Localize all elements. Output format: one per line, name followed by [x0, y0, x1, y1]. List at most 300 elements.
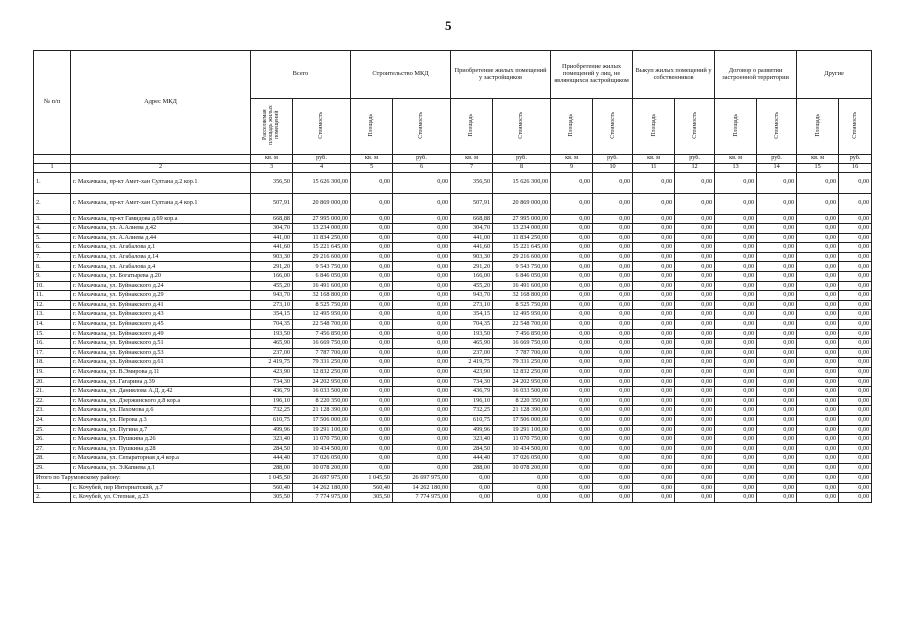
row-value: 0,00: [393, 252, 451, 262]
row-value: 465,90: [251, 339, 293, 349]
row-number: 2.: [34, 193, 71, 214]
row-value: 19 291 100,00: [493, 425, 551, 435]
row-value: 0,00: [757, 358, 797, 368]
table-row: [34, 291, 872, 301]
row-value: 0,00: [839, 310, 872, 320]
row-address: г. Махачкала, ул. Перова д.3: [71, 415, 251, 425]
row-number: 13.: [34, 310, 71, 320]
row-value: 0,00: [633, 415, 675, 425]
row-value: 29 216 600,00: [493, 252, 551, 262]
table-row: [34, 252, 872, 262]
row-value: 0,00: [839, 172, 872, 193]
row-value: 0,00: [839, 320, 872, 330]
header-no: № п/п: [34, 51, 71, 155]
row-value: 356,50: [251, 172, 293, 193]
row-value: 15 221 645,00: [493, 243, 551, 253]
row-number: 20.: [34, 377, 71, 387]
row-value: 0,00: [551, 396, 593, 406]
row-value: 11 070 750,00: [293, 435, 351, 445]
row-value: 0,00: [757, 193, 797, 214]
row-value: 0,00: [633, 243, 675, 253]
row-value: 0,00: [351, 214, 393, 224]
unit-label: руб.: [293, 154, 351, 163]
sub-header-cost: Стоимость: [493, 99, 551, 155]
row-value: 0,00: [757, 172, 797, 193]
table-row: [34, 339, 872, 349]
row-value: 0,00: [715, 425, 757, 435]
row-value: 0,00: [715, 172, 757, 193]
group-construction: Строительство МКД: [351, 51, 451, 99]
table-row: [34, 454, 872, 464]
row-value: 0,00: [797, 368, 839, 378]
row-value: 668,88: [251, 214, 293, 224]
row-value: 79 331 250,00: [293, 358, 351, 368]
row-value: 0,00: [551, 172, 593, 193]
row-value: 0,00: [839, 339, 872, 349]
row-address: г. Махачкала, ул. Буйнакского д.41: [71, 300, 251, 310]
row-value: 0,00: [715, 243, 757, 253]
row-value: 0,00: [715, 368, 757, 378]
row-value: 14 262 180,00: [393, 483, 451, 493]
row-value: 436,79: [251, 387, 293, 397]
row-value: 0,00: [757, 493, 797, 503]
row-value: 0,00: [393, 444, 451, 454]
unit-label: кв. м: [715, 154, 757, 163]
row-value: 0,00: [551, 272, 593, 282]
row-value: 8 525 750,00: [493, 300, 551, 310]
row-value: 0,00: [493, 483, 551, 493]
row-address: г. Махачкала, пр-кт Амет-хан Султана д.2 кор.1: [71, 172, 251, 193]
row-value: 12 495 950,00: [293, 310, 351, 320]
row-value: 0,00: [593, 406, 633, 416]
row-value: 0,00: [551, 368, 593, 378]
row-value: 0,00: [633, 348, 675, 358]
row-value: 0,00: [675, 483, 715, 493]
row-value: 15 626 300,00: [293, 172, 351, 193]
row-value: 0,00: [839, 300, 872, 310]
row-number: 1.: [34, 483, 71, 493]
row-value: 0,00: [551, 406, 593, 416]
row-value: 0,00: [715, 415, 757, 425]
row-value: 0,00: [351, 348, 393, 358]
row-value: 0,00: [675, 387, 715, 397]
row-value: 0,00: [715, 396, 757, 406]
row-value: 0,00: [593, 193, 633, 214]
row-number: 28.: [34, 454, 71, 464]
row-address: г. Махачкала, ул. А.Алиева д.42: [71, 224, 251, 234]
row-number: 15.: [34, 329, 71, 339]
row-value: 0,00: [839, 348, 872, 358]
units-row: [34, 154, 872, 163]
group-purchase-developers: Приобретение жилых помещений у застройщиков: [451, 51, 551, 99]
row-address: г. Махачкала, ул. Дзержинского д.8 кор.а: [71, 396, 251, 406]
row-value: 0,00: [633, 454, 675, 464]
row-value: 0,00: [593, 493, 633, 503]
sub-header-cost: Стоимость: [839, 99, 872, 155]
row-address: г. Махачкала, ул. Буйнакского д.49: [71, 329, 251, 339]
row-value: 0,00: [593, 243, 633, 253]
row-value: 0,00: [715, 252, 757, 262]
row-value: 288,00: [451, 463, 493, 473]
row-address: с. Кочубей, пер Интернатский, д.7: [71, 483, 251, 493]
row-value: 10 434 500,00: [493, 444, 551, 454]
row-value: 0,00: [757, 233, 797, 243]
row-number: 12.: [34, 300, 71, 310]
row-value: 0,00: [593, 300, 633, 310]
row-value: 0,00: [757, 339, 797, 349]
row-value: 0,00: [839, 435, 872, 445]
row-value: 288,00: [251, 463, 293, 473]
row-value: 0,00: [675, 348, 715, 358]
sub-header-cost: Стоимость: [393, 99, 451, 155]
row-value: 0,00: [551, 444, 593, 454]
column-number: 10: [593, 163, 633, 172]
row-value: 0,00: [393, 310, 451, 320]
row-value: 0,00: [551, 193, 593, 214]
row-value: 305,50: [251, 493, 293, 503]
row-value: 441,00: [451, 233, 493, 243]
row-value: 0,00: [351, 454, 393, 464]
row-number: 16.: [34, 339, 71, 349]
row-value: 79 331 250,00: [493, 358, 551, 368]
row-value: 0,00: [757, 214, 797, 224]
row-number: 11.: [34, 291, 71, 301]
row-value: 0,00: [839, 291, 872, 301]
row-value: 0,00: [715, 406, 757, 416]
row-value: 0,00: [551, 281, 593, 291]
row-value: 0,00: [797, 444, 839, 454]
total-value: 0,00: [493, 473, 551, 483]
row-value: 32 168 800,00: [493, 291, 551, 301]
row-value: 0,00: [633, 172, 675, 193]
row-value: 0,00: [839, 243, 872, 253]
row-value: 499,96: [251, 425, 293, 435]
total-value: 0,00: [451, 473, 493, 483]
row-value: 0,00: [351, 300, 393, 310]
table-row: [34, 358, 872, 368]
row-value: 0,00: [715, 262, 757, 272]
row-value: 0,00: [839, 193, 872, 214]
row-value: 15 626 300,00: [493, 172, 551, 193]
column-number: 12: [675, 163, 715, 172]
group-purchase-non-developers: Приобретение жилых помещений у лиц, не являющихся застройщиком: [551, 51, 633, 99]
row-value: 732,25: [451, 406, 493, 416]
row-value: 0,00: [593, 348, 633, 358]
row-value: 0,00: [757, 444, 797, 454]
row-number: 14.: [34, 320, 71, 330]
sub-header-area: Площадь: [351, 99, 393, 155]
table-row: [34, 444, 872, 454]
row-value: 0,00: [797, 243, 839, 253]
row-value: 0,00: [593, 463, 633, 473]
row-value: 0,00: [633, 493, 675, 503]
row-value: 0,00: [551, 310, 593, 320]
row-value: 291,20: [251, 262, 293, 272]
row-value: 507,91: [251, 193, 293, 214]
row-value: 0,00: [393, 272, 451, 282]
total-row: [34, 473, 872, 483]
row-value: 441,00: [251, 233, 293, 243]
row-value: 8 220 350,00: [293, 396, 351, 406]
table-row: [34, 300, 872, 310]
row-value: 423,90: [451, 368, 493, 378]
total-value: 1 045,50: [251, 473, 293, 483]
row-value: 7 774 975,00: [393, 493, 451, 503]
row-value: 0,00: [839, 358, 872, 368]
row-number: 7.: [34, 252, 71, 262]
row-value: 0,00: [797, 463, 839, 473]
row-value: 0,00: [797, 396, 839, 406]
row-value: 20 869 000,00: [293, 193, 351, 214]
row-value: 610,75: [251, 415, 293, 425]
group-total: Всего: [251, 51, 351, 99]
row-value: 0,00: [351, 262, 393, 272]
table-row: [34, 463, 872, 473]
row-value: 0,00: [839, 262, 872, 272]
table-row: [34, 425, 872, 435]
unit-label: руб.: [393, 154, 451, 163]
row-value: 0,00: [797, 329, 839, 339]
row-value: 0,00: [551, 320, 593, 330]
table-row: [34, 214, 872, 224]
row-value: 0,00: [757, 252, 797, 262]
row-value: 0,00: [715, 214, 757, 224]
row-value: 0,00: [551, 415, 593, 425]
row-value: 0,00: [797, 193, 839, 214]
table-row: [34, 348, 872, 358]
row-value: 16 033 500,00: [493, 387, 551, 397]
row-value: 323,40: [251, 435, 293, 445]
row-value: 0,00: [839, 224, 872, 234]
row-value: 0,00: [351, 406, 393, 416]
total-value: 0,00: [551, 473, 593, 483]
row-value: 441,60: [451, 243, 493, 253]
row-value: 0,00: [351, 233, 393, 243]
row-value: 0,00: [393, 243, 451, 253]
row-value: 0,00: [633, 483, 675, 493]
row-value: 0,00: [757, 224, 797, 234]
row-value: 0,00: [797, 320, 839, 330]
row-address: г. Махачкала, ул. Буйнакского д.51: [71, 339, 251, 349]
row-value: 0,00: [757, 406, 797, 416]
row-value: 0,00: [593, 483, 633, 493]
row-value: 0,00: [757, 272, 797, 282]
row-value: 0,00: [797, 435, 839, 445]
row-value: 0,00: [757, 281, 797, 291]
row-value: 0,00: [593, 454, 633, 464]
row-value: 12 495 950,00: [493, 310, 551, 320]
row-value: 0,00: [633, 425, 675, 435]
row-value: 0,00: [551, 377, 593, 387]
row-number: 2.: [34, 493, 71, 503]
row-number: 17.: [34, 348, 71, 358]
unit-label: руб.: [757, 154, 797, 163]
row-value: 0,00: [633, 368, 675, 378]
sub-header-area: Площадь: [797, 99, 839, 155]
row-value: 0,00: [633, 252, 675, 262]
row-value: 0,00: [393, 172, 451, 193]
row-address: с. Кочубей, ул. Степная, д.23: [71, 493, 251, 503]
row-value: 0,00: [393, 454, 451, 464]
row-value: 0,00: [351, 435, 393, 445]
row-value: 24 202 950,00: [293, 377, 351, 387]
row-value: 0,00: [715, 358, 757, 368]
row-address: г. Махачкала, ул. Агабалова д.14: [71, 252, 251, 262]
row-number: 8.: [34, 262, 71, 272]
row-value: 0,00: [551, 425, 593, 435]
row-value: 0,00: [797, 348, 839, 358]
row-value: 273,10: [251, 300, 293, 310]
row-value: 0,00: [675, 415, 715, 425]
row-value: 0,00: [351, 463, 393, 473]
page-number: 5: [445, 18, 452, 33]
row-value: 0,00: [351, 291, 393, 301]
row-value: 273,10: [451, 300, 493, 310]
row-value: 0,00: [715, 281, 757, 291]
table-row: [34, 243, 872, 253]
header-address: Адрес МКД: [71, 51, 251, 155]
row-value: 0,00: [839, 368, 872, 378]
row-number: 5.: [34, 233, 71, 243]
row-value: 16 669 750,00: [293, 339, 351, 349]
row-value: 0,00: [393, 415, 451, 425]
row-value: 465,90: [451, 339, 493, 349]
row-value: 0,00: [797, 493, 839, 503]
row-value: 0,00: [351, 243, 393, 253]
row-value: 0,00: [593, 444, 633, 454]
row-value: 0,00: [551, 483, 593, 493]
row-value: 0,00: [551, 243, 593, 253]
sub-header-area-resettled: Расселяемая площадь жилых помещений: [251, 99, 293, 155]
row-value: 0,00: [797, 224, 839, 234]
row-value: 0,00: [757, 483, 797, 493]
unit-label: кв. м: [551, 154, 593, 163]
total-value: 0,00: [633, 473, 675, 483]
row-address: г. Махачкала, ул. Даниялова А.Д. д.42: [71, 387, 251, 397]
row-value: 193,50: [451, 329, 493, 339]
sub-header-area: Площадь: [451, 99, 493, 155]
row-value: 0,00: [633, 329, 675, 339]
row-value: 0,00: [715, 339, 757, 349]
table-row: [34, 193, 872, 214]
row-number: 22.: [34, 396, 71, 406]
row-address: г. Махачкала, ул. Буйнакского д.61: [71, 358, 251, 368]
row-number: 21.: [34, 387, 71, 397]
group-buyout-owners: Выкуп жилых помещений у собственников: [633, 51, 715, 99]
row-value: 0,00: [797, 272, 839, 282]
row-value: 423,90: [251, 368, 293, 378]
row-value: 0,00: [797, 252, 839, 262]
row-value: 0,00: [393, 300, 451, 310]
row-value: 0,00: [715, 300, 757, 310]
row-value: 0,00: [633, 396, 675, 406]
row-value: 21 128 390,00: [293, 406, 351, 416]
row-value: 0,00: [393, 214, 451, 224]
row-value: 0,00: [675, 406, 715, 416]
row-value: 12 832 250,00: [493, 368, 551, 378]
table-row: [34, 396, 872, 406]
row-value: 0,00: [633, 233, 675, 243]
row-value: 12 832 250,00: [293, 368, 351, 378]
row-value: 0,00: [797, 454, 839, 464]
row-value: 196,10: [251, 396, 293, 406]
row-value: 0,00: [715, 291, 757, 301]
row-value: 0,00: [797, 425, 839, 435]
table-row: [34, 272, 872, 282]
table-row: [34, 329, 872, 339]
row-value: 0,00: [351, 224, 393, 234]
row-value: 0,00: [757, 348, 797, 358]
row-value: 323,40: [451, 435, 493, 445]
row-value: 0,00: [393, 377, 451, 387]
row-value: 0,00: [675, 425, 715, 435]
row-value: 0,00: [839, 214, 872, 224]
column-number-row: [34, 163, 872, 172]
row-value: 7 787 700,00: [293, 348, 351, 358]
row-value: 455,20: [251, 281, 293, 291]
row-value: 0,00: [393, 396, 451, 406]
row-value: 0,00: [757, 396, 797, 406]
table-row: [34, 415, 872, 425]
row-value: 0,00: [633, 193, 675, 214]
row-value: 0,00: [797, 415, 839, 425]
row-value: 0,00: [839, 406, 872, 416]
row-value: 0,00: [757, 368, 797, 378]
row-value: 0,00: [797, 406, 839, 416]
row-number: 10.: [34, 281, 71, 291]
row-value: 0,00: [757, 377, 797, 387]
row-value: 0,00: [593, 396, 633, 406]
row-value: 0,00: [593, 291, 633, 301]
row-value: 0,00: [757, 300, 797, 310]
row-value: 0,00: [797, 377, 839, 387]
row-value: 9 543 750,00: [293, 262, 351, 272]
row-number: 25.: [34, 425, 71, 435]
total-value: 0,00: [675, 473, 715, 483]
column-number: 6: [393, 163, 451, 172]
row-number: 27.: [34, 444, 71, 454]
row-value: 0,00: [593, 435, 633, 445]
unit-label: руб.: [675, 154, 715, 163]
row-value: 237,00: [251, 348, 293, 358]
row-number: 4.: [34, 224, 71, 234]
row-address: г. Махачкала, ул. Пахомова д.6: [71, 406, 251, 416]
row-value: 0,00: [797, 233, 839, 243]
row-number: 6.: [34, 243, 71, 253]
group-territory-agreement: Договор о развитии застроенной территории: [715, 51, 797, 99]
row-value: 0,00: [393, 339, 451, 349]
column-number: 16: [839, 163, 872, 172]
row-value: 0,00: [839, 272, 872, 282]
row-value: 0,00: [633, 281, 675, 291]
sub-header-area: Площадь: [715, 99, 757, 155]
row-value: 0,00: [393, 281, 451, 291]
row-value: 903,30: [451, 252, 493, 262]
row-value: 0,00: [757, 425, 797, 435]
row-value: 27 995 000,00: [293, 214, 351, 224]
row-address: г. Махачкала, ул. Буйнакского д.24: [71, 281, 251, 291]
row-value: 0,00: [797, 262, 839, 272]
row-value: 0,00: [593, 339, 633, 349]
row-value: 455,20: [451, 281, 493, 291]
row-address: г. Махачкала, ул. Гагарина д.39: [71, 377, 251, 387]
row-value: 0,00: [551, 224, 593, 234]
row-value: 0,00: [675, 233, 715, 243]
row-value: 0,00: [551, 493, 593, 503]
row-value: 0,00: [593, 172, 633, 193]
row-number: 29.: [34, 463, 71, 473]
row-value: 0,00: [633, 272, 675, 282]
